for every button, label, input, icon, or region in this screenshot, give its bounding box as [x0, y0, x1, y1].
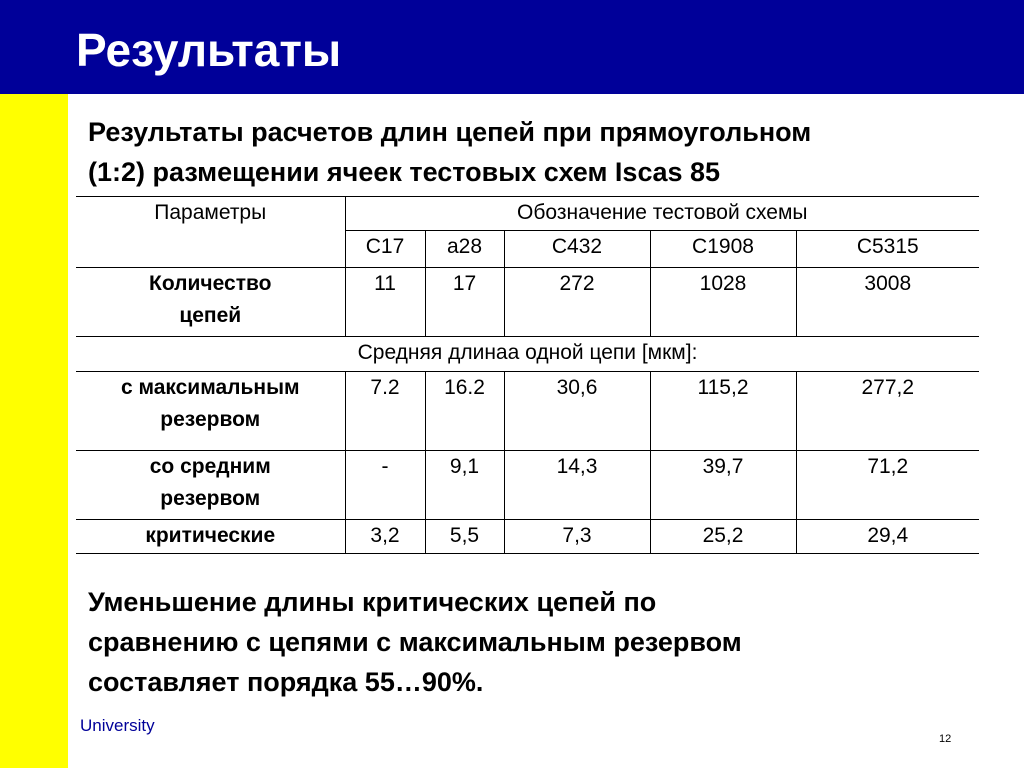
table-row-mid-reserve	[76, 451, 979, 520]
subtitle-line-2: (1:2) размещении ячеек тестовых схем Iscas 85	[88, 157, 721, 187]
table-cell: 3008	[796, 268, 979, 337]
table-cell: 11	[345, 268, 425, 337]
scheme-header: Обозначение тестовой схемы	[517, 201, 808, 224]
table-cell: 3,2	[345, 520, 425, 554]
table-cell: 39,7	[650, 451, 796, 520]
table-cell: 7,3	[504, 520, 650, 554]
row-label-line: резервом	[160, 408, 261, 431]
table-cell: 17	[425, 268, 504, 337]
table-cell: 115,2	[650, 372, 796, 451]
results-table	[76, 196, 979, 554]
scheme-code: C1908	[650, 231, 796, 268]
page-number: 12	[939, 733, 952, 745]
table-header-row	[76, 197, 979, 231]
row-label-line: Количество	[149, 272, 272, 295]
row-label	[76, 372, 345, 451]
row-label: критические	[76, 520, 345, 554]
table-cell: 272	[504, 268, 650, 337]
table-row-max-reserve	[76, 372, 979, 451]
table-cell: 71,2	[796, 451, 979, 520]
table-cell: 1028	[650, 268, 796, 337]
slide-title: Результаты	[76, 24, 342, 76]
row-label-line: резервом	[160, 487, 261, 510]
scheme-code: C5315	[796, 231, 979, 268]
scheme-code: C17	[345, 231, 425, 268]
side-accent-bar	[0, 94, 68, 768]
row-label-line: цепей	[179, 304, 242, 327]
table-cell: 277,2	[796, 372, 979, 451]
avg-header-cell	[76, 337, 979, 372]
row-label-line: со средним	[149, 455, 271, 478]
scheme-code: a28	[425, 231, 504, 268]
footer-organization: University	[80, 716, 155, 735]
table-cell: 7.2	[345, 372, 425, 451]
row-label	[76, 451, 345, 520]
table-cell: 25,2	[650, 520, 796, 554]
row-label-line: с максимальным	[120, 376, 300, 399]
conclusion-text	[88, 582, 988, 702]
conclusion-line-3: составляет порядка 55…90%.	[88, 667, 484, 697]
table-cell: 14,3	[504, 451, 650, 520]
table-cell: 9,1	[425, 451, 504, 520]
scheme-code: C432	[504, 231, 650, 268]
table-row-count	[76, 268, 979, 337]
table-cell: 5,5	[425, 520, 504, 554]
param-header-cell	[76, 197, 345, 268]
param-header: Параметры	[154, 201, 267, 224]
table-cell: 30,6	[504, 372, 650, 451]
row-label	[76, 268, 345, 337]
table-cell: 29,4	[796, 520, 979, 554]
table-row-avg-header	[76, 337, 979, 372]
table-cell: -	[345, 451, 425, 520]
conclusion-line-1: Уменьшение длины критических цепей по	[88, 587, 657, 617]
scheme-header-cell	[345, 197, 979, 231]
subtitle	[88, 112, 1008, 192]
table-row-critical	[76, 520, 979, 554]
table-cell: 16.2	[425, 372, 504, 451]
conclusion-line-2: сравнению с цепями с максимальным резервом	[88, 627, 742, 657]
avg-header: Средняя длинаа одной цепи [мкм]:	[357, 341, 698, 364]
subtitle-line-1: Результаты расчетов длин цепей при прямоугольном	[88, 117, 812, 147]
